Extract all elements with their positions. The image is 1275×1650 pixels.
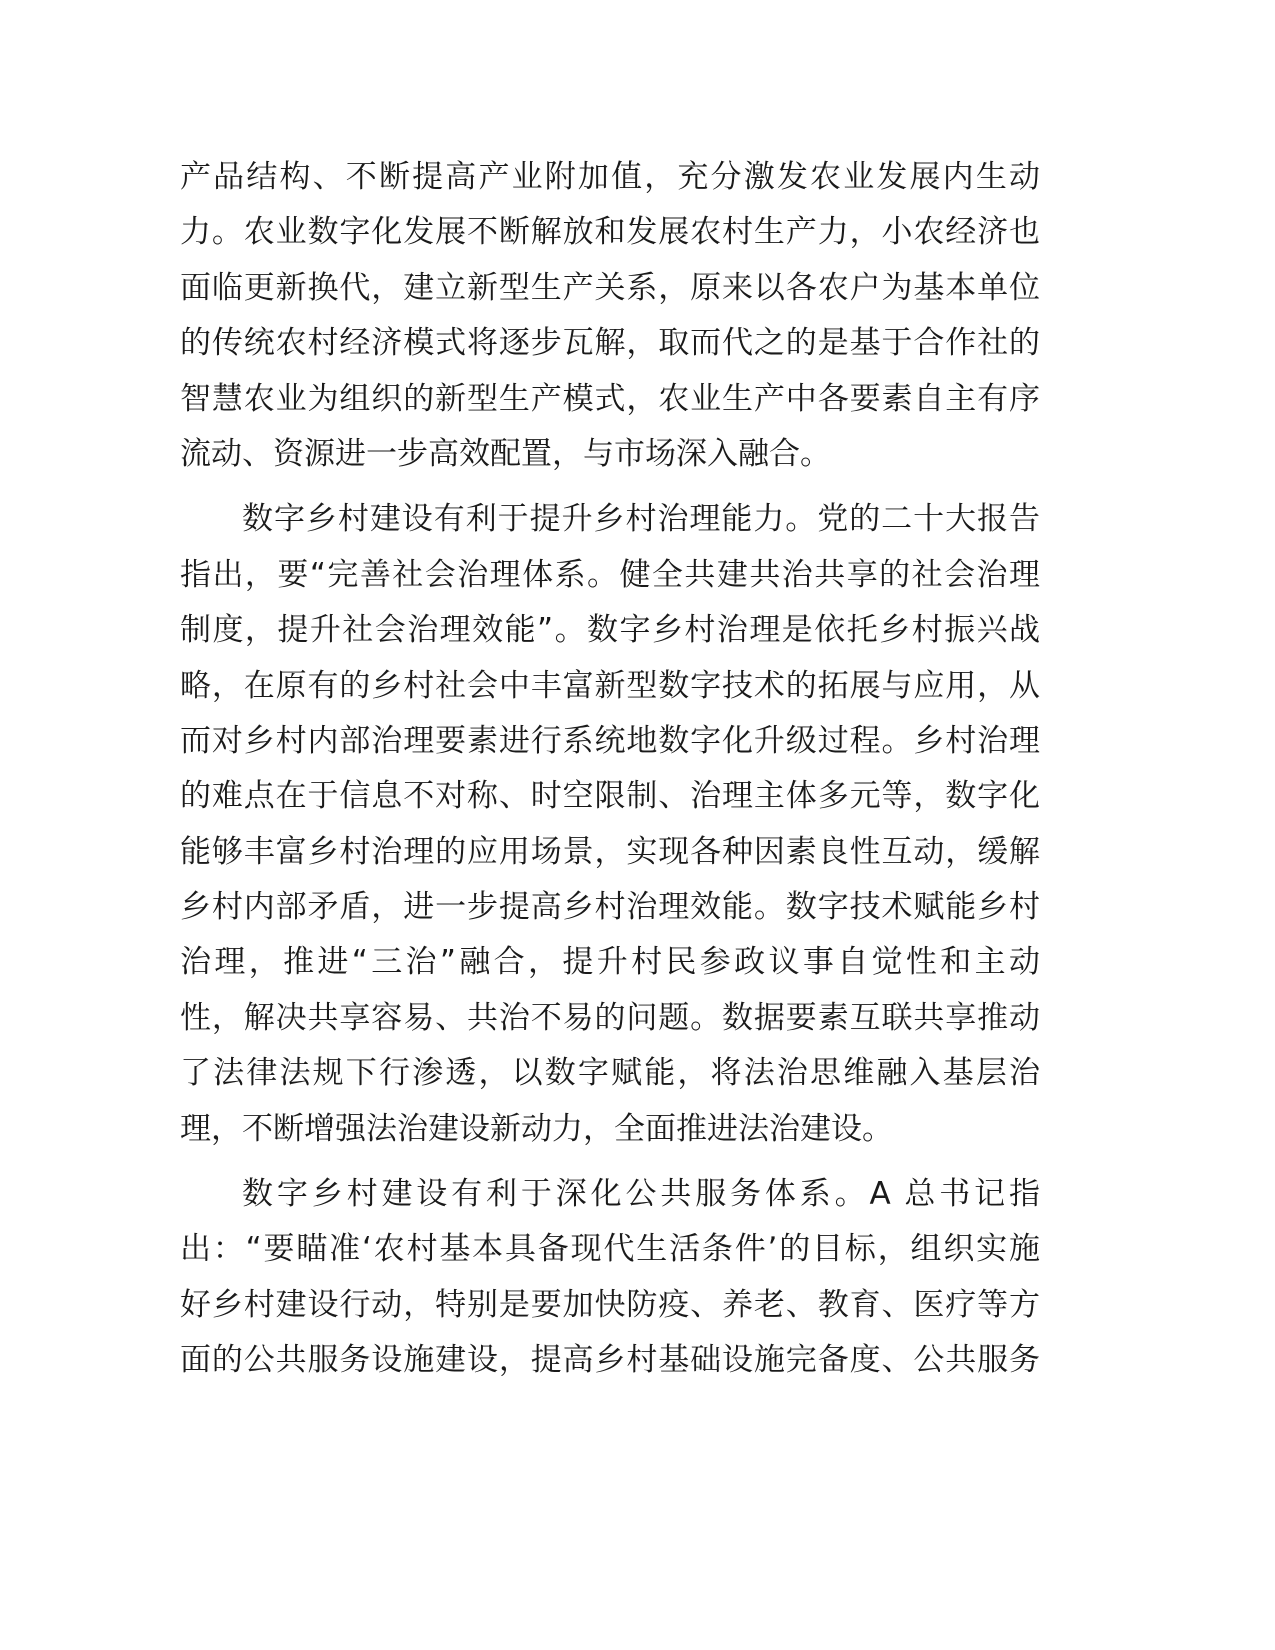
text-line: 的传统农村经济模式将逐步瓦解，取而代之的是基于合作社的 (180, 325, 1040, 362)
body-text (180, 150, 1040, 1389)
text-line: 面的公共服务设施建设，提高乡村基础设施完备度、公共服务 (180, 1342, 1040, 1379)
text-line: 智慧农业为组织的新型生产模式，农业生产中各要素自主有序 (180, 380, 1040, 417)
text-line: 数字乡村建设有利于提升乡村治理能力。党的二十大报告 (242, 501, 1040, 538)
paragraph (180, 150, 1040, 482)
text-line: 指出，要“完善社会治理体系。健全共建共治共享的社会治理 (180, 556, 1040, 593)
paragraph (180, 492, 1040, 1157)
text-line: 制度，提升社会治理效能”。数字乡村治理是依托乡村振兴战 (180, 612, 1040, 649)
text-line: 面临更新换代，建立新型生产关系，原来以各农户为基本单位 (180, 269, 1040, 306)
text-line: 力。农业数字化发展不断解放和发展农村生产力，小农经济也 (180, 214, 1040, 251)
text-line: 好乡村建设行动，特别是要加快防疫、养老、教育、医疗等方 (180, 1286, 1040, 1323)
paragraph (180, 1167, 1040, 1389)
text-line: 产品结构、不断提高产业附加值，充分激发农业发展内生动 (180, 159, 1040, 195)
text-line: 性，解决共享容易、共治不易的问题。数据要素互联共享推动 (180, 999, 1040, 1036)
text-line: 乡村内部矛盾，进一步提高乡村治理效能。数字技术赋能乡村 (180, 889, 1040, 926)
text-line: 了法律法规下行渗透，以数字赋能，将法治思维融入基层治 (180, 1055, 1040, 1092)
text-line: 理，不断增强法治建设新动力，全面推进法治建设。 (180, 1110, 893, 1147)
text-line: 数字乡村建设有利于深化公共服务体系。A 总书记指 (242, 1176, 1040, 1213)
text-line: 略，在原有的乡村社会中丰富新型数字技术的拓展与应用，从 (180, 667, 1040, 704)
text-line: 的难点在于信息不对称、时空限制、治理主体多元等，数字化 (180, 778, 1040, 815)
text-line: 流动、资源进一步高效配置，与市场深入融合。 (180, 435, 831, 472)
text-line: 出：“要瞄准‘农村基本具备现代生活条件’的目标，组织实施 (180, 1231, 1040, 1268)
text-line: 而对乡村内部治理要素进行系统地数字化升级过程。乡村治理 (180, 722, 1040, 759)
text-line: 治理，推进“三治”融合，提升村民参政议事自觉性和主动 (180, 944, 1040, 981)
text-line: 能够丰富乡村治理的应用场景，实现各种因素良性互动，缓解 (180, 833, 1040, 870)
